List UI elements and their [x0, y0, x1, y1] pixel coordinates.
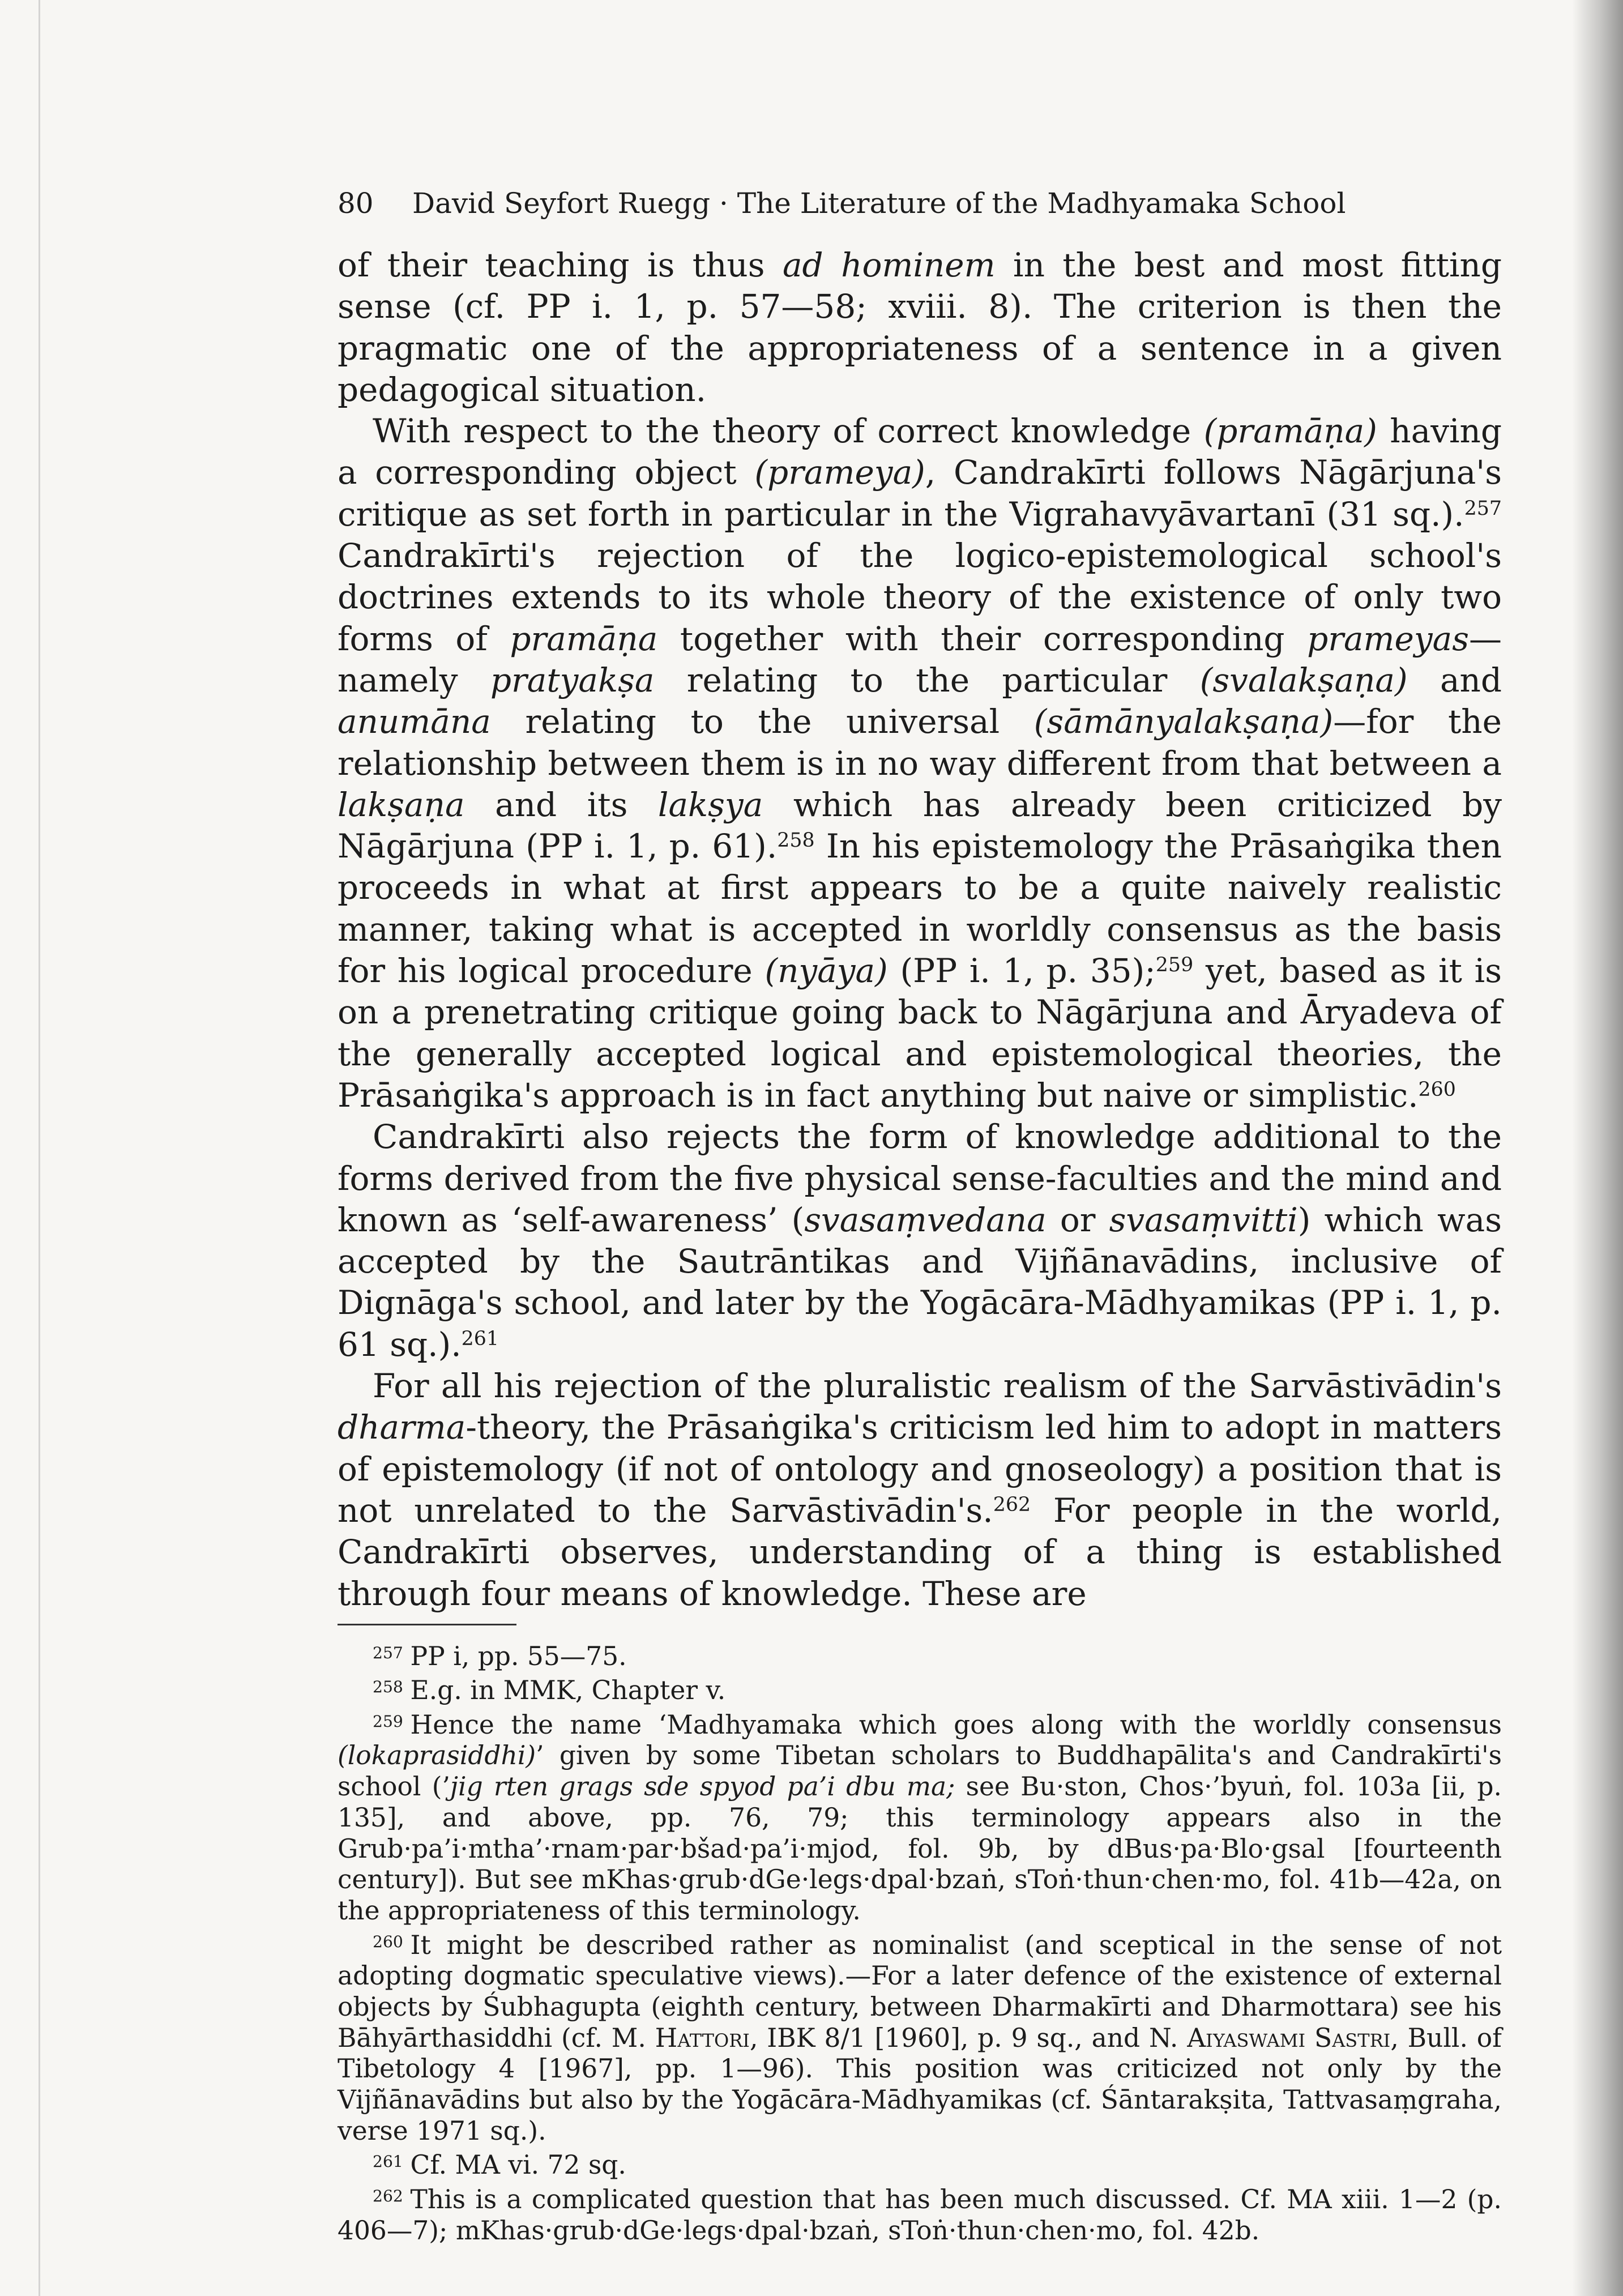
footnote-text: It might be described rather as nominalist (and sceptical in the sense of not adopting dogmatic speculative views).—For a later defence of the existence of external objects by Śubhagupta (eighth century, between Dharmakīrti and Dharmottara) see his Bāhyārthasiddhi (cf. M. Hattori, IBK 8/1 [1960], p. 9 sq., and N. Aiyaswami Sastri, Bull. of Tibetology 4 [1967], pp. 1—96). This position was criticized not only by the Vijñānavādins but also by the Yogācāra-Mādhyamikas (cf. Śāntarakṣita, Tattvasaṃgraha, verse 1971 sq.). — [338, 1930, 1502, 2146]
running-header — [338, 187, 1502, 220]
paragraph-self-awareness: Candrakīrti also rejects the form of knowledge additional to the forms derived from the five physical sense-faculties and the mind and known as ‘self-awareness’ (svasaṃvedana or svasaṃvitti) which was accepted by the Sautrāntikas and Vijñānavādins, inclusive of Dignāga's school, and later by the Yogācāra-Mādhyamikas (PP i. 1, p. 61 sq.).$^{261}$ — [338, 1117, 1502, 1364]
footnote-number: 262 — [373, 2186, 403, 2205]
paragraph-pramana: With respect to the theory of correct knowledge (pramāṇa) having a corresponding object (prameya), Candrakīrti follows Nāgārjuna's critique as set forth in particular in the Vigrahavyāvartanī (31 sq.).$^{257}$ Candrakīrti's rejection of the logico-epistemological school's doctrines extends to its whole theory of the existence of only two forms of pramāṇa together with their corresponding prameyas—namely pratyakṣa relating to the particular (svalakṣaṇa) and anumāna relating to the universal (sāmānyalakṣaṇa)—for the relationship between them is in no way different from that between a lakṣaṇa and its lakṣya which has already been criticized by Nāgārjuna (PP i. 1, p. 61).$^{258}$ In his epistemology the Prāsaṅgika then proceeds in what at first appears to be a quite naively realistic manner, taking what is accepted in worldly consensus as the basis for his logical procedure (nyāya) (PP i. 1, p. 35);$^{259}$ yet, based as it is on a prenetrating critique going back to Nāgārjuna and Āryadeva of the generally accepted logical and epistemological theories, the Prāsaṅgika's approach is in fact anything but naive or simplistic.$^{260}$ — [338, 412, 1502, 1115]
paragraph-continued: of their teaching is thus ad hominem in the best and most fitting sense (cf. PP i. 1, p. 57—58; xviii. 8). The criterion is then the pragmatic one of the appropriateness of a sentence in a given pedagogical situation. — [338, 246, 1502, 409]
footnote-text: E.g. in MMK, Chapter v. — [410, 1675, 726, 1706]
page-number: 80 — [338, 187, 374, 220]
footnote-rule — [338, 1624, 516, 1625]
scan-right-edge-shadow — [1572, 0, 1623, 2296]
scan-left-edge — [39, 0, 40, 2296]
footnote-number: 261 — [373, 2152, 403, 2171]
book-page — [338, 187, 1502, 2246]
footnote — [338, 1638, 1502, 1672]
footnote — [338, 2146, 1502, 2181]
running-title: David Seyfort Ruegg · The Literature of the Madhyamaka School — [412, 187, 1346, 220]
footnotes — [338, 1638, 1502, 2246]
footnote — [338, 1927, 1502, 2147]
footnote-text: Hence the name ‘Madhyamaka which goes along with the worldly consensus (lokaprasiddhi)’ given by some Tibetan scholars to Buddhapālita's and Candrakīrti's school (’jig rten grags sde spyod pa’i dbu ma; see Bu·ston, Chos·’byuṅ, fol. 103a [ii, p. 135], and above, pp. 76, 79; this terminology appears also in the Grub·pa’i·mtha’·rnam·par·bšad·pa’i·mjod, fol. 9b, by dBus·pa·Blo·gsal [fourteenth century]). But see mKhas·grub·dGe·legs·dpal·bzaṅ, sToṅ·thun·chen·mo, fol. 41b—42a, on the appropriateness of this terminology. — [338, 1709, 1502, 1926]
paragraph-sarvastivadin: For all his rejection of the pluralistic realism of the Sarvāstivādin's dharma-theory, the Prāsaṅgika's criticism led him to adopt in matters of epistemology (if not of ontology and gnoseology) a position that is not unrelated to the Sarvāstivādin's.$^{262}$ For people in the world, Candrakīrti observes, understanding of a thing is established through four means of knowledge. These are — [338, 1367, 1502, 1613]
footnote-text: This is a complicated question that has been much discussed. Cf. MA xiii. 1—2 (p. 406—7); mKhas·grub·dGe·legs·dpal·bzaṅ, sToṅ·thun·chen·mo, fol. 42b. — [338, 2184, 1502, 2246]
footnote-number: 258 — [373, 1678, 403, 1697]
footnote-number: 257 — [373, 1643, 403, 1662]
footnote — [338, 2181, 1502, 2246]
footnote-text: PP i, pp. 55—75. — [410, 1641, 627, 1671]
footnote — [338, 1672, 1502, 1706]
footnote — [338, 1706, 1502, 1927]
footnote-number: 259 — [373, 1712, 403, 1731]
body-text — [338, 245, 1502, 1615]
footnote-text: Cf. MA vi. 72 sq. — [410, 2150, 626, 2180]
footnote-number: 260 — [373, 1932, 403, 1951]
